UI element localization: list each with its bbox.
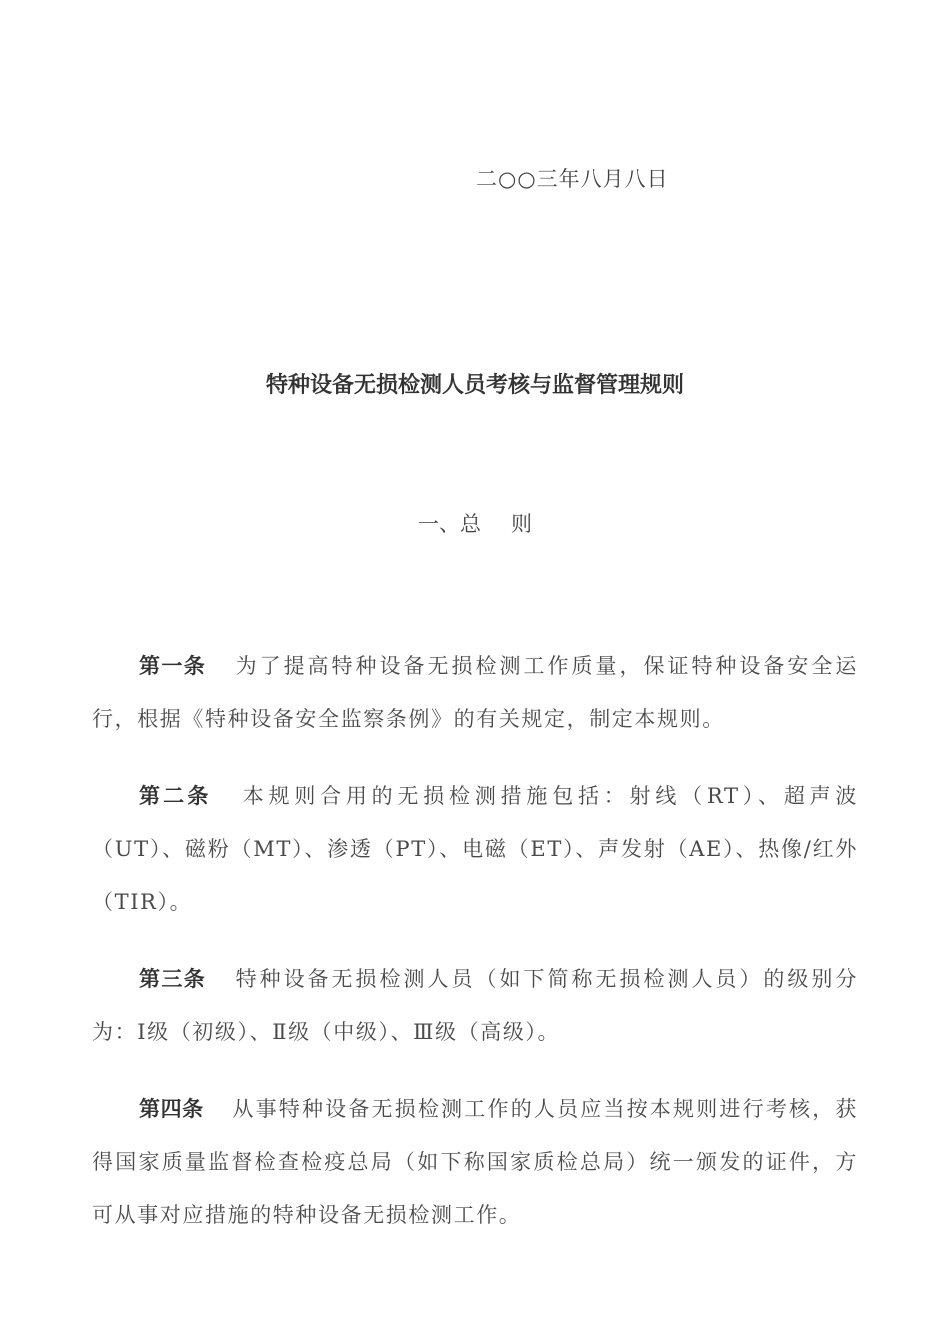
article-text: 为了提高特种设备无损检测工作质量，保证特种设备安全运行，根据《特种设备安全监察条例》的有关规定，制定本规则。 <box>92 654 858 731</box>
document-title: 特种设备无损检测人员考核与监督管理规则 <box>265 373 684 398</box>
document-date: 二○○三年八月八日 <box>476 167 669 191</box>
article-number: 第三条 <box>139 967 207 991</box>
article-3 <box>92 953 858 1059</box>
article-text: 从事特种设备无损检测工作的人员应当按本规则进行考核，获得国家质量监督检查检疫总局（如下称国家质检总局）统一颁发的证件，方可从事对应措施的特种设备无损检测工作。 <box>92 1097 858 1227</box>
article-4 <box>92 1083 858 1242</box>
section-name: 则 <box>511 512 532 536</box>
article-1 <box>92 640 858 746</box>
article-number: 第二条 <box>139 784 212 808</box>
article-number: 第四条 <box>139 1097 204 1121</box>
article-2 <box>92 770 858 929</box>
article-text: 特种设备无损检测人员（如下简称无损检测人员）的级别分为：Ⅰ级（初级）、Ⅱ级（中级）、Ⅲ级（高级）。 <box>92 967 858 1044</box>
section-heading <box>0 508 950 538</box>
section-number: 一、总 <box>418 512 481 536</box>
article-text: 本规则合用的无损检测措施包括：射线（RT）、超声波（UT）、磁粉（MT）、渗透（PT）、电磁（ET）、声发射（AE）、热像/红外（TIR）。 <box>92 784 858 914</box>
article-number: 第一条 <box>139 654 207 678</box>
document-body <box>92 640 858 1266</box>
